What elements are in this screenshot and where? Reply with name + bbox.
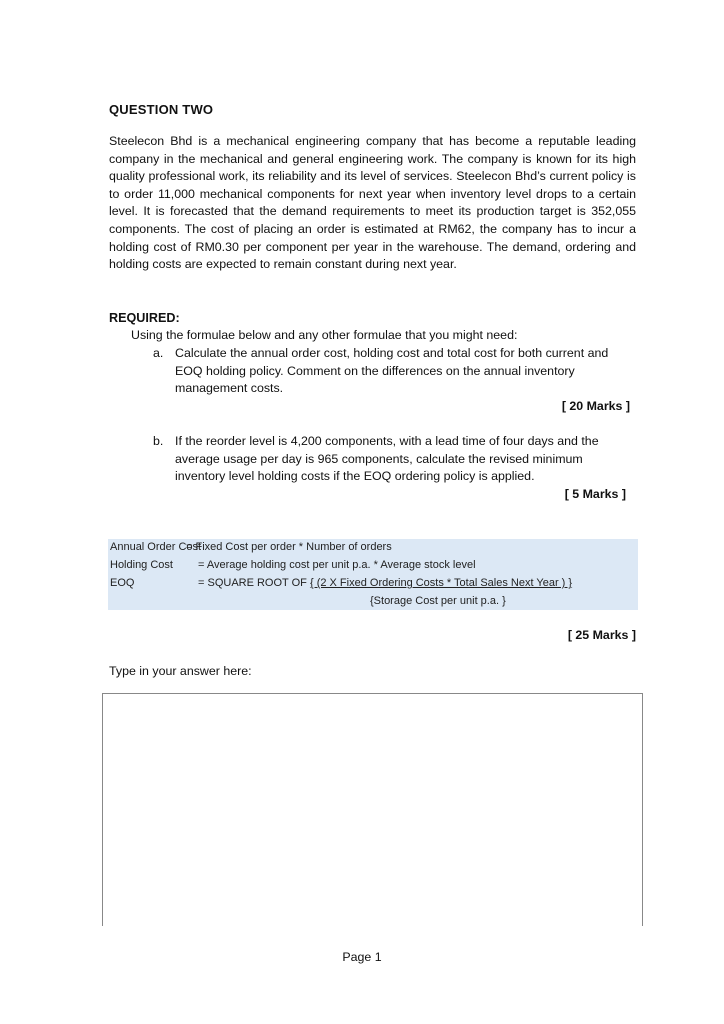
page-number: Page 1 [342, 950, 382, 964]
required-heading: REQUIRED: [109, 311, 180, 325]
formula-value [198, 577, 572, 589]
formula-label: Annual Order Cost [110, 541, 202, 553]
question-intro: Steelecon Bhd is a mechanical engineering company that has become a reputable leading company in the mechanical and general engineering work. The company is known for its high quality professional work, its reliability and its level of services. Steelecon Bhd’s current policy is to order 11,000 mechanical components for next year when inventory level drops to a certain level. It is forecasted that the demand requirements to meet its production target is 352,055 components. The cost of placing an order is estimated at RM62, the company has to incur a holding cost of RM0.30 per component per year in the warehouse. The demand, ordering and holding costs are expected to remain constant during next year. [109, 134, 636, 272]
question-title: QUESTION TWO [109, 102, 214, 117]
item-a-text: Calculate the annual order cost, holding cost and total cost for both current and EOQ holding policy. Comment on the differences on the annual inventory management costs. [175, 346, 609, 396]
item-a-label: a. [153, 346, 164, 360]
item-b-text: If the reorder level is 4,200 components, with a lead time of four days and the average usage per day is 965 components, calculate the revised minimum inventory level holding costs if the EOQ ordering policy is applied. [175, 434, 599, 484]
formula-value: = Fixed Cost per order * Number of orders [186, 541, 392, 553]
item-b-marks: [ 5 Marks ] [564, 487, 626, 501]
eoq-prefix: = SQUARE ROOT OF [198, 577, 310, 589]
item-b-label: b. [153, 434, 164, 448]
total-marks: [ 25 Marks ] [567, 628, 636, 642]
eoq-denominator: {Storage Cost per unit p.a. } [370, 595, 506, 607]
answer-text-area[interactable] [102, 693, 643, 926]
item-a-marks: [ 20 Marks ] [561, 399, 630, 413]
formula-label: Holding Cost [110, 559, 173, 571]
required-item-a [153, 345, 636, 398]
eoq-numerator: { (2 X Fixed Ordering Costs * Total Sales Next Year ) } [309, 577, 573, 589]
required-lead: Using the formulae below and any other formulae that you might need: [131, 328, 518, 342]
formula-box [108, 539, 638, 610]
required-item-b [153, 433, 636, 486]
answer-prompt: Type in your answer here: [109, 664, 252, 678]
formula-value: = Average holding cost per unit p.a. * Average stock level [198, 559, 476, 571]
formula-label: EOQ [110, 577, 135, 589]
